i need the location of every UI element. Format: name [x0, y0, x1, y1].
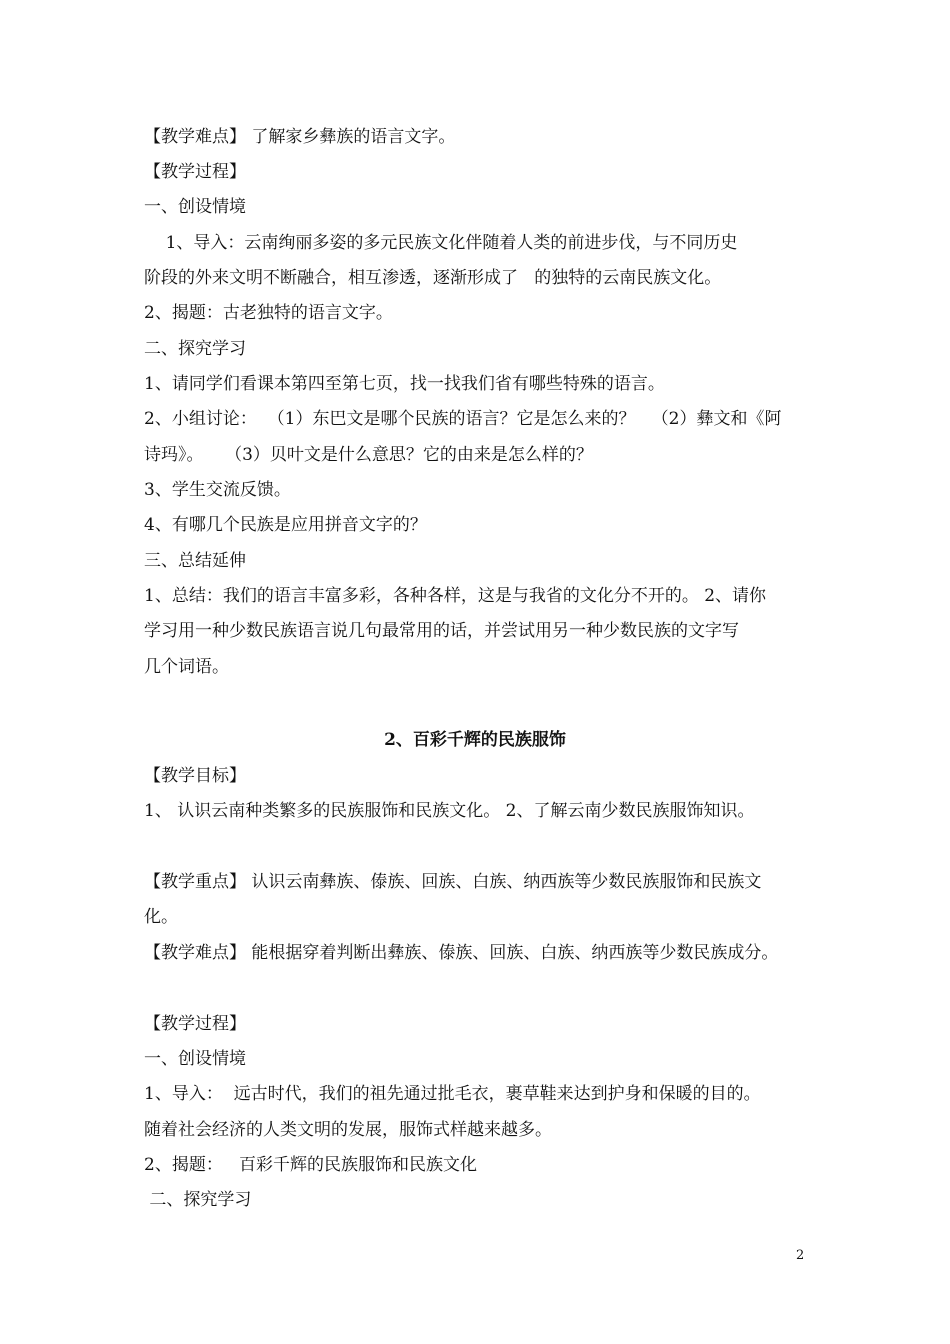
- text-line: 【教学重点】 认识云南彝族、傣族、回族、白族、纳西族等少数民族服饰和民族文: [144, 872, 762, 892]
- text-line: 阶段的外来文明不断融合，相互渗透，逐渐形成了 的独特的云南民族文化。: [144, 268, 722, 288]
- text-line: 1、导入： 远古时代，我们的祖先通过批毛衣，裹草鞋来达到护身和保暖的目的。: [144, 1084, 761, 1104]
- section-title: 2、百彩千辉的民族服饰: [384, 730, 566, 750]
- text-line: 一、创设情境: [144, 197, 246, 217]
- text-line: 1、请同学们看课本第四至第七页，找一找我们省有哪些特殊的语言。: [144, 374, 665, 394]
- text-line: 2、揭题：古老独特的语言文字。: [144, 303, 393, 323]
- text-line: 随着社会经济的人类文明的发展，服饰式样越来越多。: [144, 1120, 552, 1140]
- text-line: 1、总结：我们的语言丰富多彩，各种各样，这是与我省的文化分不开的。 2、请你: [144, 586, 767, 606]
- text-line: 【教学过程】: [144, 162, 246, 182]
- text-line: 1、导入：云南绚丽多姿的多元民族文化伴随着人类的前进步伐，与不同历史: [144, 233, 738, 253]
- text-line: 【教学目标】: [144, 766, 246, 786]
- page-number: 2: [796, 1248, 805, 1263]
- text-line: 二、探究学习: [144, 339, 246, 359]
- text-line: 三、总结延伸: [144, 551, 246, 571]
- text-line: 化。: [144, 907, 178, 927]
- text-line: 4、有哪几个民族是应用拼音文字的？: [144, 515, 427, 535]
- text-line: 诗玛》。 （3）贝叶文是什么意思？它的由来是怎么样的？: [144, 445, 593, 465]
- text-line: 3、学生交流反馈。: [144, 480, 291, 500]
- text-line: 【教学过程】: [144, 1014, 246, 1034]
- text-line: 【教学难点】 能根据穿着判断出彝族、傣族、回族、白族、纳西族等少数民族成分。: [144, 943, 779, 963]
- text-line: 几个词语。: [144, 657, 229, 677]
- text-line: 学习用一种少数民族语言说几句最常用的话，并尝试用另一种少数民族的文字写: [144, 621, 739, 641]
- text-line: 2、揭题： 百彩千辉的民族服饰和民族文化: [144, 1155, 478, 1175]
- text-line: 【教学难点】 了解家乡彝族的语言文字。: [144, 127, 456, 147]
- text-line: 一、创设情境: [144, 1049, 246, 1069]
- text-line: 1、 认识云南种类繁多的民族服饰和民族文化。 2、了解云南少数民族服饰知识。: [144, 801, 755, 821]
- text-line: 2、小组讨论： （1）东巴文是哪个民族的语言？它是怎么来的？ （2）彝文和《阿: [144, 409, 782, 429]
- text-line: 二、探究学习: [144, 1190, 252, 1210]
